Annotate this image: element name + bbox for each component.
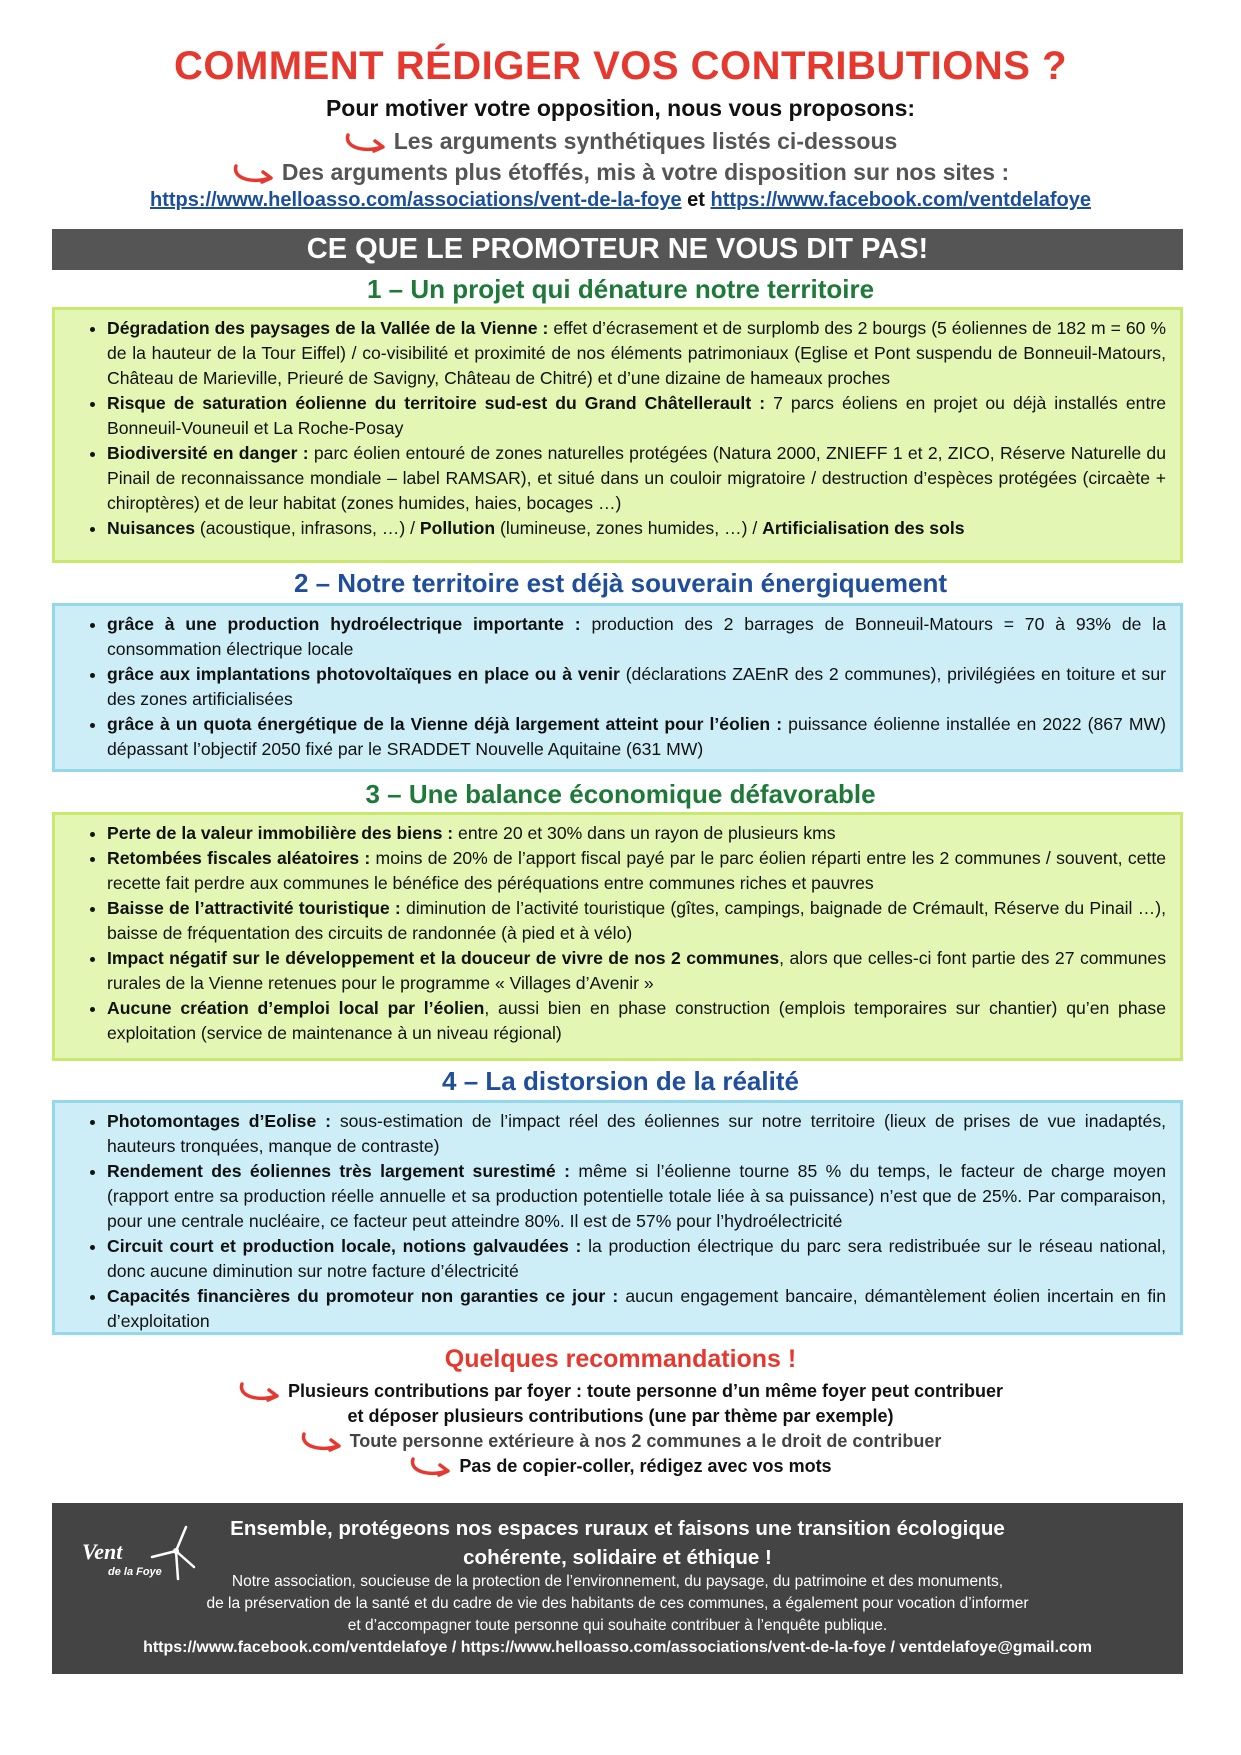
svg-text:de la Foye: de la Foye <box>108 1566 162 1578</box>
section-3-title: 3 – Une balance économique défavorable <box>365 779 876 809</box>
list-item: • Rendement des éoliennes très largement surestimé : même si l’éolienne tourne 85 % du temps, le facteur de charge moyen (rapport entre sa production réelle annuelle et sa production potentielle totale liée à sa puissance) n’est que de 25%. Par comparaison, pour une centrale nucléaire, ce facteur peut atteindre 80%. Il est de 57% pour l’hydroélectricité <box>107 1159 1166 1234</box>
section-3-list <box>65 821 1166 1046</box>
list-item: • Perte de la valeur immobilière des biens : entre 20 et 30% dans un rayon de plusieurs kms <box>107 821 1166 846</box>
facebook-link[interactable]: https://www.facebook.com/ventdelafoye <box>710 189 1091 211</box>
list-item: • Dégradation des paysages de la Vallée de la Vienne : effet d’écrasement et de surplomb des 2 bourgs (5 éoliennes de 182 m = 60 % de la hauteur de la Tour Eiffel) / co-visibilité et proximité de nos éléments patrimoniaux (Eglise et Pont suspendu de Bonneuil-Matours, Château de Marieville, Prieuré de Savigny, Château de Chitré) et d’une dizaine de hameaux proches <box>107 316 1166 391</box>
footer-text-line-3: et d’accompagner toute personne qui souhaite contribuer à l’enquête publique. <box>347 1617 888 1634</box>
helloasso-link[interactable]: https://www.helloasso.com/associations/vent-de-la-foye <box>150 189 682 211</box>
curved-arrow-icon <box>300 1430 344 1454</box>
curved-arrow-icon <box>238 1380 282 1404</box>
list-item: • grâce à une production hydroélectrique importante : production des 2 barrages de Bonneuil-Matours = 70 à 93% de la consommation électrique locale <box>107 612 1166 662</box>
list-item: • Impact négatif sur le développement et la douceur de vivre de nos 2 communes, alors que celles-ci font partie des 27 communes rurales de la Vienne retenues pour le programme « Villages d’Avenir » <box>107 946 1166 996</box>
curved-arrow-icon <box>409 1455 453 1479</box>
list-item: • grâce à un quota énergétique de la Vienne déjà largement atteint pour l’éolien : puissance éolienne installée en 2022 (867 MW) dépassant l’objectif 2050 fixé par le SRADDET Nouvelle Aquitaine (631 MW) <box>107 712 1166 762</box>
list-item: • Risque de saturation éolienne du territoire sud-est du Grand Châtellerault : 7 parcs éoliens en projet ou déjà installés entre Bonneuil-Vouneuil et La Roche-Posay <box>107 391 1166 441</box>
list-item: • Baisse de l’attractivité touristique : diminution de l’activité touristique (gîtes, campings, baignade de Crémault, Réserve du Pinail …), baisse de fréquentation des circuits de randonnée (à pied et à vélo) <box>107 896 1166 946</box>
page-title: COMMENT RÉDIGER VOS CONTRIBUTIONS ? <box>173 44 1068 88</box>
list-item: • Photomontages d’Eolise : sous-estimation de l’impact réel des éoliennes sur notre territoire (lieux de prises de vue inadaptés, hauteurs tronquées, manque de contraste) <box>107 1109 1166 1159</box>
list-item: • Circuit court et production locale, notions galvaudées : la production électrique du parc sera redistribuée sur le réseau national, donc aucune diminution sur notre facture d’électricité <box>107 1234 1166 1284</box>
list-item: • grâce aux implantations photovoltaïques en place ou à venir (déclarations ZAEnR des 2 communes), privilégiées en toiture et sur des zones artificialisées <box>107 662 1166 712</box>
list-item: • Nuisances (acoustique, infrasons, …) / Pollution (lumineuse, zones humides, …) / Artificialisation des sols <box>107 516 1166 541</box>
footer <box>52 1503 1183 1674</box>
intro-item-2 <box>0 159 1241 186</box>
footer-slogan-line-1: Ensemble, protégeons nos espaces ruraux et faisons une transition écologique <box>230 1517 1005 1540</box>
intro-item-2-text: Des arguments plus étoffés, mis à votre disposition sur nos sites : <box>281 159 1010 185</box>
promoter-banner: CE QUE LE PROMOTEUR NE VOUS DIT PAS! <box>52 229 1183 270</box>
footer-description <box>52 1571 1183 1637</box>
section-1-title: 1 – Un projet qui dénature notre territoire <box>366 274 875 304</box>
section-1-box <box>52 307 1183 563</box>
footer-text-line-1: Notre association, soucieuse de la protection de l’environnement, du paysage, du patrimoine et des monuments, <box>231 1573 1004 1590</box>
section-2-box <box>52 603 1183 772</box>
recommendation-2 <box>0 1429 1241 1454</box>
list-item: • Aucune création d’emploi local par l’éolien, aussi bien en phase construction (emplois temporaires sur chantier) qu’en phase exploitation (service de maintenance à un niveau régional) <box>107 996 1166 1046</box>
footer-contacts: https://www.facebook.com/ventdelafoye / https://www.helloasso.com/associations/vent-de-la-foye / ventdelafoye@gmail.com <box>143 1639 1092 1656</box>
list-item: • Biodiversité en danger : parc éolien entouré de zones naturelles protégées (Natura 2000, ZNIEFF 1 et 2, ZICO, Réserve Naturelle du Pinail de reconnaissance mondiale – label RAMSAR), et situé dans un couloir migratoire / destruction d’espèces protégées (circaète + chiroptères) et de leur habitat (zones humides, haies, bocages …) <box>107 441 1166 516</box>
section-4-title: 4 – La distorsion de la réalité <box>442 1066 799 1096</box>
section-1-list <box>65 316 1166 541</box>
link-separator: et <box>687 189 705 211</box>
recommendations-title: Quelques recommandations ! <box>444 1345 797 1373</box>
list-item: • Retombées fiscales aléatoires : moins de 20% de l’apport fiscal payé par le parc éolien réparti entre les 2 communes / souvent, cette recette fait perdre aux communes le bénéfice des péréquations entre communes riches et pauvres <box>107 846 1166 896</box>
section-2-title: 2 – Notre territoire est déjà souverain énergiquement <box>293 568 948 598</box>
svg-text:Vent: Vent <box>82 1539 123 1564</box>
section-4-list <box>65 1109 1166 1334</box>
recommendation-3-text: Pas de copier-coller, rédigez avec vos mots <box>459 1456 832 1476</box>
curved-arrow-icon <box>232 162 276 186</box>
recommendation-2-text: Toute personne extérieure à nos 2 communes a le droit de contribuer <box>349 1431 942 1451</box>
footer-slogan-line-2: cohérente, solidaire et éthique ! <box>463 1546 772 1569</box>
section-3-box <box>52 812 1183 1061</box>
curved-arrow-icon <box>344 131 388 155</box>
intro-item-1-text: Les arguments synthétiques listés ci-dessous <box>393 128 898 154</box>
list-item: • Capacités financières du promoteur non garanties ce jour : aucun engagement bancaire, démantèlement éolien incertain en fin d’exploitation <box>107 1284 1166 1334</box>
section-2-list <box>65 612 1166 762</box>
intro-links <box>0 189 1241 212</box>
section-4-box <box>52 1100 1183 1335</box>
recommendation-1-line-2: et déposer plusieurs contributions (une par thème par exemple) <box>347 1406 894 1427</box>
recommendation-1-line-1: Plusieurs contributions par foyer : toute personne d’un même foyer peut contribuer <box>287 1381 1004 1401</box>
footer-text-line-2: de la préservation de la santé et du cadre de vie des habitants de ces communes, a également pour vocation d’informer <box>206 1595 1029 1612</box>
intro-lead: Pour motiver votre opposition, nous vous proposons: <box>325 95 916 121</box>
intro-item-1 <box>0 128 1241 155</box>
recommendation-1 <box>0 1379 1241 1429</box>
recommendation-3 <box>0 1454 1241 1479</box>
footer-slogan <box>52 1514 1183 1572</box>
